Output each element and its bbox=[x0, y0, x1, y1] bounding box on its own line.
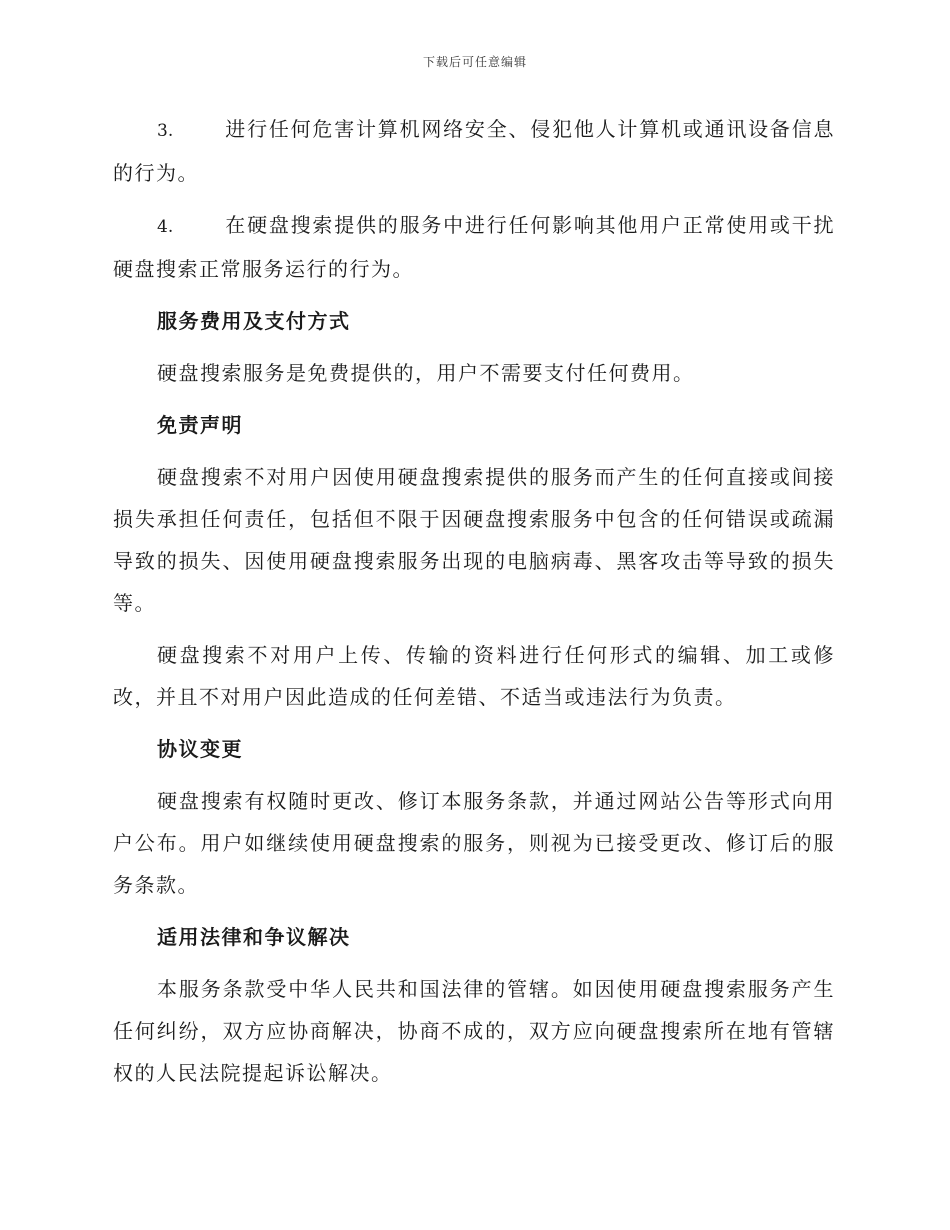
list-item-4 bbox=[113, 204, 835, 290]
paragraph-changes: 硬盘搜索有权随时更改、修订本服务条款，并通过网站公告等形式向用户公布。用户如继续使用硬盘搜索的服务，则视为已接受更改、修订后的服务条款。 bbox=[113, 789, 835, 897]
section-heading-disclaimer: 免责声明 bbox=[157, 413, 243, 437]
paragraph-law: 本服务条款受中华人民共和国法律的管辖。如因使用硬盘搜索服务产生任何纠纷，双方应协商解决，协商不成的，双方应向硬盘搜索所在地有管辖权的人民法院提起诉讼解决。 bbox=[113, 977, 835, 1085]
list-item-text: 进行任何危害计算机网络安全、侵犯他人计算机或通讯设备信息的行为。 bbox=[113, 117, 835, 185]
paragraph-disclaimer-1: 硬盘搜索不对用户因使用硬盘搜索提供的服务而产生的任何直接或间接损失承担任何责任，包括但不限于因硬盘搜索服务中包含的任何错误或疏漏导致的损失、因使用硬盘搜索服务出现的电脑病毒、黑客攻击等导致的损失等。 bbox=[113, 465, 835, 615]
list-number: 3. bbox=[157, 121, 174, 141]
paragraph-fees: 硬盘搜索服务是免费提供的，用户不需要支付任何费用。 bbox=[157, 361, 695, 385]
section-heading-fees: 服务费用及支付方式 bbox=[157, 309, 351, 333]
document-body bbox=[113, 108, 835, 1104]
list-number: 4. bbox=[157, 217, 174, 237]
paragraph-disclaimer-2: 硬盘搜索不对用户上传、传输的资料进行任何形式的编辑、加工或修改，并且不对用户因此造成的任何差错、不适当或违法行为负责。 bbox=[113, 643, 835, 709]
section-heading-changes: 协议变更 bbox=[157, 737, 243, 761]
section-heading-law: 适用法律和争议解决 bbox=[157, 925, 351, 949]
list-item-3 bbox=[113, 108, 835, 194]
list-item-text: 在硬盘搜索提供的服务中进行任何影响其他用户正常使用或干扰硬盘搜索正常服务运行的行为。 bbox=[113, 213, 835, 281]
page-header: 下载后可任意编辑 bbox=[422, 55, 527, 69]
